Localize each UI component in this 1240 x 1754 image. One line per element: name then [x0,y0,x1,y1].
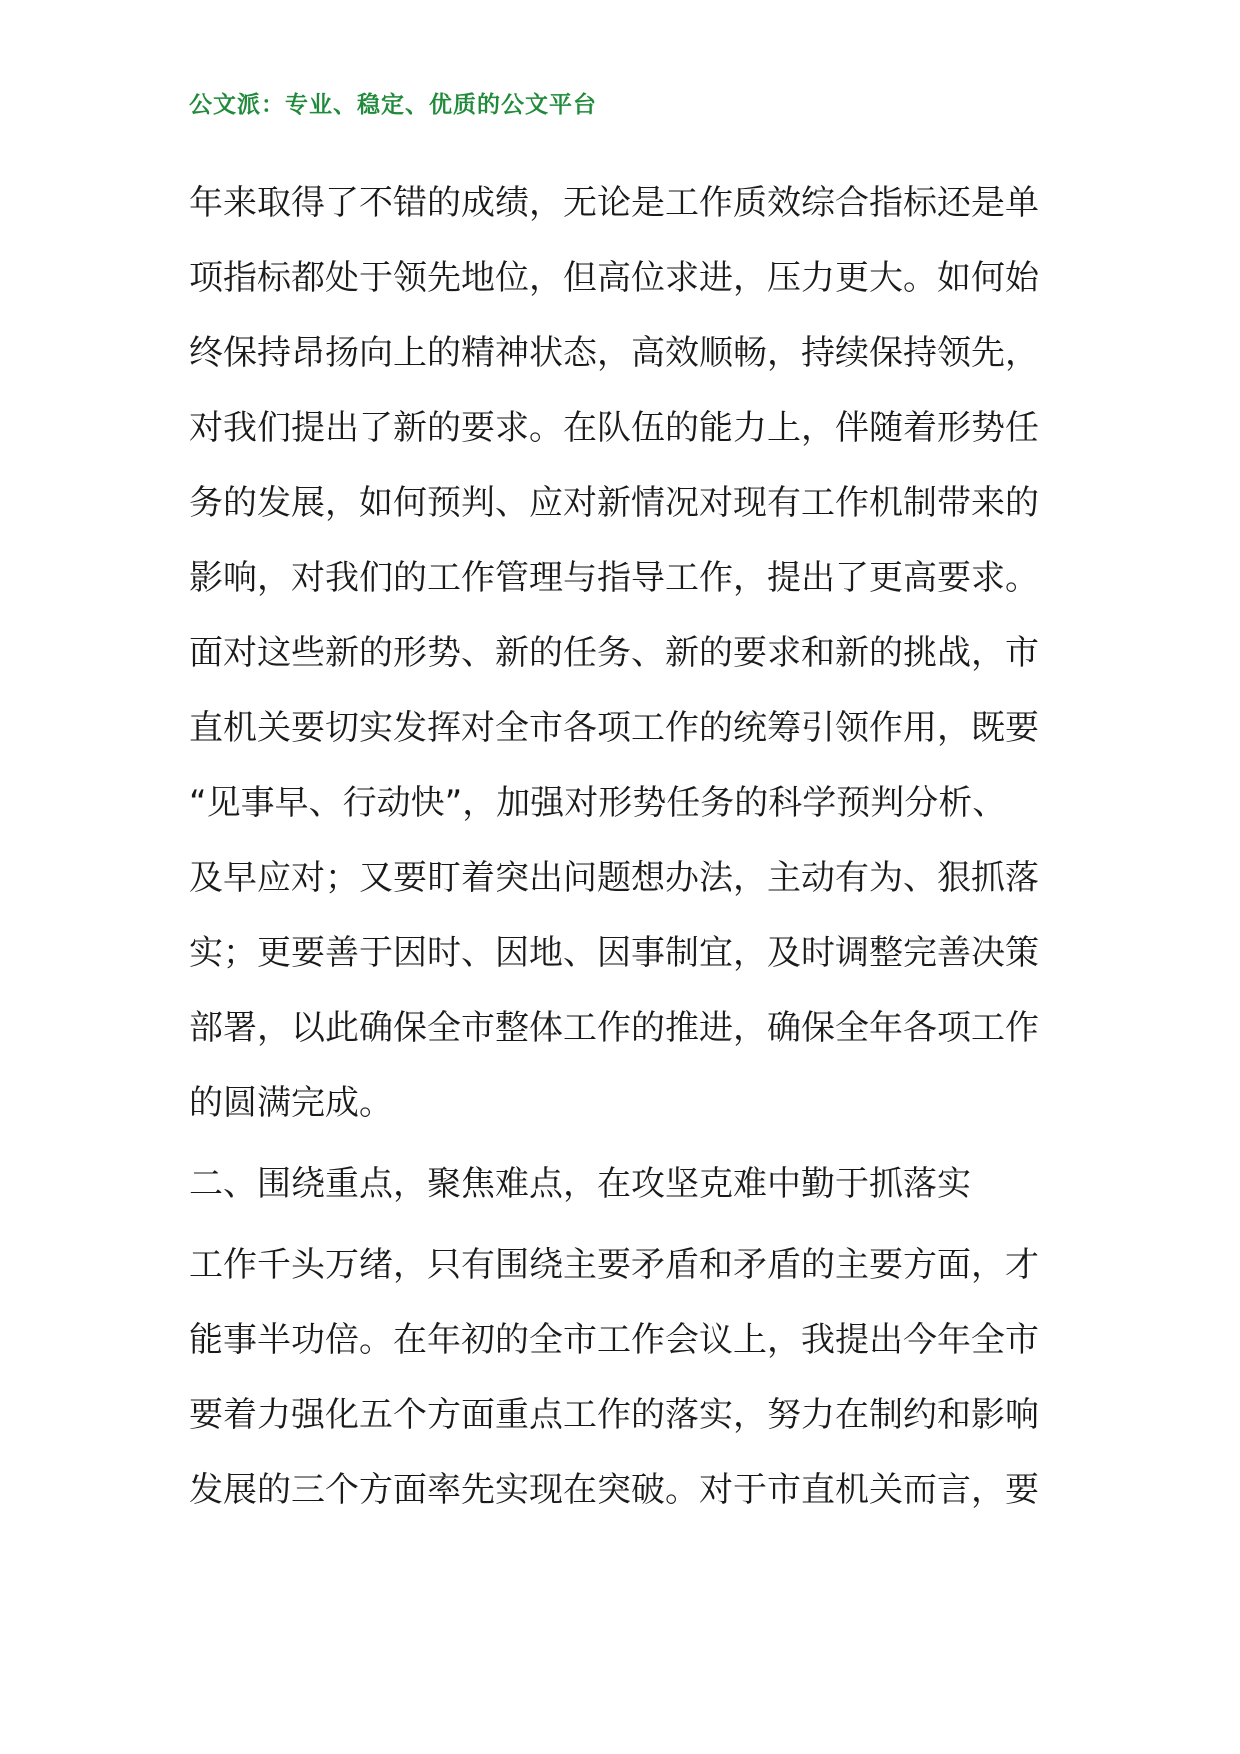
text-line: 及早应对；又要盯着突出问题想办法，主动有为、狠抓落 [189,858,1039,898]
section-heading: 二、围绕重点，聚焦难点，在攻坚克难中勤于抓落实 [189,1164,971,1204]
text-line: 能事半功倍。在年初的全市工作会议上，我提出今年全市 [189,1320,1039,1360]
text-line: 面对这些新的形势、新的任务、新的要求和新的挑战，市 [189,633,1039,673]
text-line: 终保持昂扬向上的精神状态，高效顺畅，持续保持领先， [189,333,1039,373]
text-line: 的圆满完成。 [189,1083,393,1123]
text-line: 对我们提出了新的要求。在队伍的能力上，伴随着形势任 [189,408,1039,448]
text-line: 部署，以此确保全市整体工作的推进，确保全年各项工作 [189,1008,1039,1048]
text-line: 影响，对我们的工作管理与指导工作，提出了更高要求。 [189,558,1039,598]
text-line: 直机关要切实发挥对全市各项工作的统筹引领作用，既要 [189,708,1039,748]
text-line: 务的发展，如何预判、应对新情况对现有工作机制带来的 [189,483,1039,523]
text-line: “见事早、行动快”，加强对形势任务的科学预判分析、 [189,783,1007,823]
text-line: 发展的三个方面率先实现在突破。对于市直机关而言，要 [189,1470,1039,1510]
text-line: 项指标都处于领先地位，但高位求进，压力更大。如何始 [189,258,1039,298]
text-line: 实；更要善于因时、因地、因事制宜，及时调整完善决策 [189,933,1039,973]
text-line: 工作千头万绪，只有围绕主要矛盾和矛盾的主要方面，才 [189,1245,1039,1285]
text-line: 要着力强化五个方面重点工作的落实，努力在制约和影响 [189,1395,1039,1435]
body-text [189,166,1059,1528]
header-title: 公文派：专业、稳定、优质的公文平台 [189,91,597,118]
text-line: 年来取得了不错的成绩，无论是工作质效综合指标还是单 [189,183,1039,223]
